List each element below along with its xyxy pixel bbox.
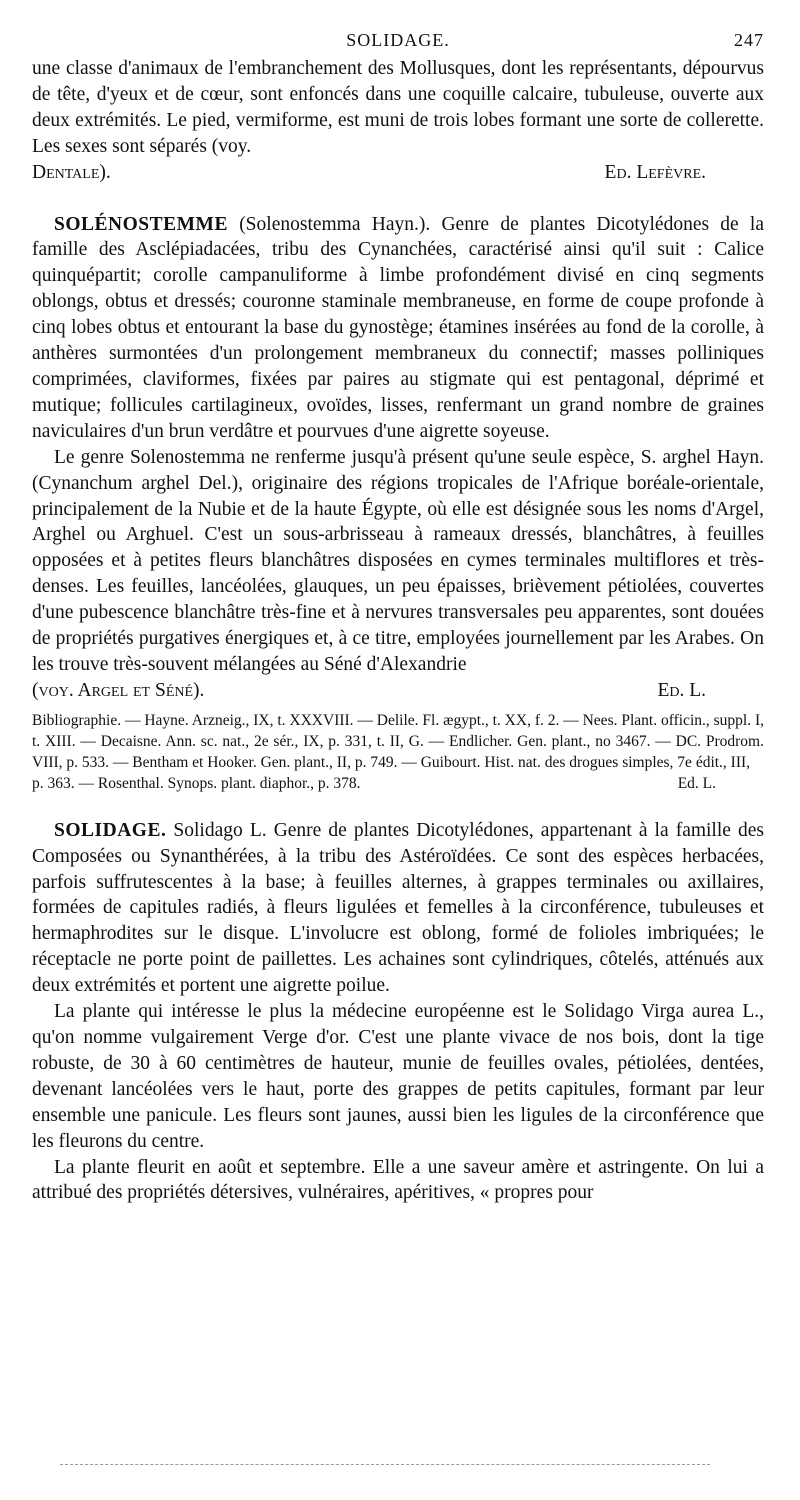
- running-header: [32, 28, 764, 54]
- dentale-author: Ed. Lefèvre.: [604, 161, 706, 183]
- document-page: [32, 28, 764, 1206]
- bibliography-author: Ed. L.: [677, 774, 716, 792]
- solenostemme-description: Genre de plantes Dicotylédones de la famille des Asclépiadacées, tribu des Cynanchées, caractérisé ainsi qu'il suit : Calice quinquépartit; corolle campanuliforme à limbe profondément divisé en cinq segments oblongs, obtus et dressés; couronne staminale membraneuse, en forme de coupe profonde à cinq lobes obtus et entourant la base du gynostège; étamines insérées au fond de la corolle, à anthères surmontées d'un prolongement membraneux du connectif; masses polliniques comprimées, claviformes, fixées par paires au stigmate qui est pentagonal, déprimé et mutique; follicules cartilagineux, ovoïdes, lisses, renfermant un grand nombre de graines naviculaires d'un brun verdâtre et pourvues d'une aigrette soyeuse.: [32, 213, 764, 442]
- solenostemme-headword: SOLÉNOSTEMME: [54, 213, 228, 235]
- bibliography-text: Bibliographie. — Hayne. Arzneig., IX, t. XXXVIII. — Delile. Fl. ægypt., t. XX, f. 2. — Nees. Plant. officin., suppl. I, t. XIII. — Decaisne. Ann. sc. nat., 2e sér., IX, p. 331, t. II, G. — Endlicher. Gen. plant., no 3467. — DC. Prodrom. VIII, p. 533. — Bentham et Hooker. Gen. plant., II, p. 749. — Guibourt. Hist. nat. des drogues simples, 7e édit., III,: [32, 711, 764, 771]
- solidage-paragraph-2: La plante qui intéresse le plus la médecine européenne est le Solidago Virga aurea L., qu'on nomme vulgairement Verge d'or. C'est une plante vivace de nos bois, dont la tige robuste, de 30 à 60 centimètres de hauteur, munie de feuilles ovales, pétiolées, dentées, devenant lancéolées vers le haut, porte des grappes de petits capitules, formant par leur ensemble une panicule. Les fleurs sont jaunes, aussi bien les ligules de la circonférence que les fleurons du centre.: [32, 1001, 764, 1152]
- dentale-signature-line: [32, 160, 764, 186]
- solidage-latin-name: Solidago L.: [173, 819, 267, 841]
- page-number: 247: [734, 30, 764, 50]
- footer-rule: [60, 1464, 710, 1465]
- solenostemme-crossref: (voy. Argel et Séné).: [32, 679, 205, 701]
- solidage-description: Genre de plantes Dicotylédones, appartenant à la famille des Composées ou Synanthérées, à la tribu des Astéroïdées. Ce sont des espèces herbacées, parfois suffrutescentes à la base; à feuilles alternes, à grappes terminales ou axillaires, formées de capitules radiés, à fleurs ligulées et femelles à la circonférence, tubuleuses et hermaphrodites sur le disque. L'involucre est oblong, formé de folioles imbriquées; le réceptacle ne porte point de paillettes. Les achaines sont cylindriques, côtelés, atténués aux deux extrémités et portent une aigrette poilue.: [32, 819, 764, 997]
- solidage-paragraph-1: [32, 818, 764, 999]
- dentale-continuation: une classe d'animaux de l'embranchement des Mollusques, dont les représentants, dépourvus de tête, d'yeux et de cœur, sont enfoncés dans une coquille calcaire, tubuleuse, ouverte aux deux extrémités. Le pied, vermiforme, est muni de trois lobes formant une sorte de collerette. Les sexes sont séparés (voy.: [32, 58, 764, 157]
- dentale-crossref: Dentale).: [32, 161, 111, 183]
- running-title: SOLIDAGE.: [346, 30, 450, 50]
- bibliography-end-line: [32, 773, 764, 794]
- solidage-headword: SOLIDAGE.: [54, 819, 167, 841]
- solenostemme-bibliography: [32, 710, 764, 794]
- solenostemme-latin-name: (Solenostemma Hayn.).: [239, 213, 431, 235]
- solenostemme-author: Ed. L.: [657, 679, 706, 701]
- solenostemme-paragraph-2: Le genre Solenostemma ne renferme jusqu'à présent qu'une seule espèce, S. arghel Hayn. (Cynanchum arghel Del.), originaire des régions tropicales de l'Afrique boréale-orientale, principalement de la Nubie et de la haute Égypte, où elle est désignée sous les noms d'Argel, Arghel ou Arghuel. C'est un sous-arbrisseau à rameaux dressés, blanchâtres, à feuilles opposées et à petites fleurs blanchâtres disposées en cymes terminales multiflores et très-denses. Les feuilles, lancéolées, glauques, un peu épaisses, brièvement pétiolées, couvertes d'une pubescence blanchâtre très-fine et à nervures transversales peu apparentes, sont douées de propriétés purgatives énergiques et, à ce titre, employées journellement par les Arabes. On les trouve très-souvent mélangées au Séné d'Alexandrie: [32, 446, 764, 675]
- solenostemme-signature-line: [32, 678, 764, 704]
- solenostemme-paragraph-1: [32, 212, 764, 445]
- solidage-paragraph-3: La plante fleurit en août et septembre. Elle a une saveur amère et astringente. On lui a attribué des propriétés détersives, vulnéraires, apéritives, « propres pour: [32, 1156, 764, 1204]
- bibliography-end: p. 363. — Rosenthal. Synops. plant. diaphor., p. 378.: [32, 774, 361, 792]
